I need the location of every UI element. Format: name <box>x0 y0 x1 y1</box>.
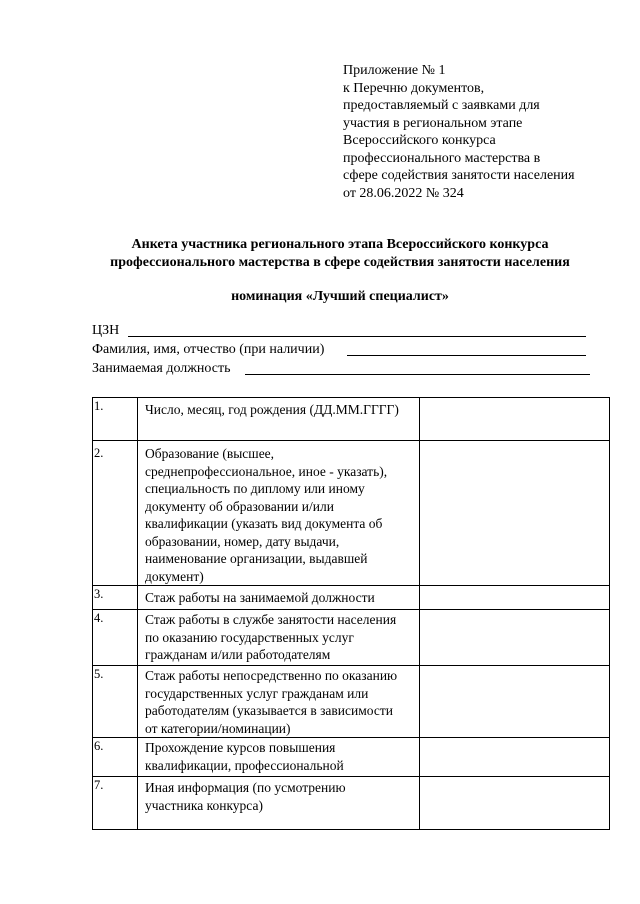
row-number-cell <box>93 441 138 586</box>
question-line: наименование организации, выдавшей <box>145 551 368 566</box>
question-line: квалификации, профессиональной <box>145 757 344 773</box>
row-number: 6. <box>94 739 104 753</box>
row-number-cell <box>93 398 138 441</box>
fio-underline <box>347 355 586 356</box>
question-line: Образование (высшее, <box>145 446 275 461</box>
position-field[interactable] <box>92 360 590 378</box>
row-number: 4. <box>94 611 104 625</box>
question-line: Число, месяц, год рождения (ДД.ММ.ГГГГ) <box>145 402 399 417</box>
document-title <box>60 236 620 272</box>
answer-cell[interactable] <box>420 441 610 586</box>
question-line: государственных услуг гражданам или <box>145 685 369 701</box>
position-label: Занимаемая должность <box>92 361 231 376</box>
answer-cell[interactable] <box>420 586 610 610</box>
question-line: Стаж работы на занимаемой должности <box>145 590 375 605</box>
question-line: Иная информация (по усмотрению <box>145 780 346 795</box>
question-line: документ) <box>145 568 204 584</box>
answer-cell[interactable] <box>420 738 610 777</box>
row-number: 5. <box>94 667 104 681</box>
question-line: среднепрофессиональное, иное - указать), <box>145 463 388 479</box>
appendix-line: участия в региональном этапе <box>343 115 523 131</box>
answer-cell[interactable] <box>420 398 610 441</box>
table-row <box>93 586 610 610</box>
question-line: Прохождение курсов повышения <box>145 740 336 755</box>
question-cell <box>138 777 420 830</box>
question-cell <box>138 398 420 441</box>
answer-cell[interactable] <box>420 610 610 666</box>
fio-label: Фамилия, имя, отчество (при наличии) <box>92 342 325 357</box>
question-cell <box>138 738 420 777</box>
question-line: Стаж работы в службе занятости населения <box>145 612 397 627</box>
table-row <box>93 777 610 830</box>
appendix-line: сфере содействия занятости населения <box>343 168 575 183</box>
table-row <box>93 441 610 586</box>
question-cell <box>138 610 420 666</box>
question-line: Стаж работы непосредственно по оказанию <box>145 668 398 683</box>
question-line: образовании, номер, дату выдачи, <box>145 533 340 549</box>
questionnaire-table <box>92 397 610 830</box>
appendix-line: к Перечню документов, <box>343 80 485 96</box>
nomination-heading: номинация «Лучший специалист» <box>231 289 449 304</box>
question-line: квалификации (указать вид документа об <box>145 516 383 531</box>
appendix-block <box>343 62 605 202</box>
table-row <box>93 610 610 666</box>
question-line: специальность по диплому или иному <box>145 481 365 496</box>
question-line: документу об образовании и/или <box>145 498 334 514</box>
question-line: участника конкурса) <box>145 797 263 813</box>
answer-cell[interactable] <box>420 777 610 830</box>
row-number: 1. <box>94 399 104 413</box>
table-row <box>93 738 610 777</box>
row-number-cell <box>93 666 138 738</box>
czn-field[interactable] <box>92 322 586 340</box>
title-line: профессионального мастерства в сфере содействия занятости населения <box>110 255 570 270</box>
table-row <box>93 398 610 441</box>
row-number-cell <box>93 586 138 610</box>
position-underline <box>245 374 590 375</box>
appendix-line: от 28.06.2022 № 324 <box>343 185 464 201</box>
table-row <box>93 666 610 738</box>
question-cell <box>138 586 420 610</box>
question-line: по оказанию государственных услуг <box>145 629 354 645</box>
czn-label: ЦЗН <box>92 323 120 338</box>
question-line: гражданам и/или работодателям <box>145 647 331 662</box>
row-number-cell <box>93 777 138 830</box>
title-line: Анкета участника регионального этапа Всероссийского конкурса <box>131 237 549 252</box>
row-number: 2. <box>94 446 104 460</box>
appendix-line: Всероссийского конкурса <box>343 133 496 148</box>
row-number-cell <box>93 610 138 666</box>
appendix-line: предоставляемый с заявками для <box>343 98 540 113</box>
question-line: работодателям (указывается в зависимости <box>145 703 393 718</box>
answer-cell[interactable] <box>420 666 610 738</box>
czn-underline <box>128 336 586 337</box>
question-cell <box>138 441 420 586</box>
fio-field[interactable] <box>92 341 586 359</box>
row-number: 3. <box>94 587 104 601</box>
row-number-cell <box>93 738 138 777</box>
question-line: от категории/номинации) <box>145 720 291 736</box>
appendix-line: Приложение № 1 <box>343 63 446 78</box>
appendix-line: профессионального мастерства в <box>343 150 541 166</box>
question-cell <box>138 666 420 738</box>
row-number: 7. <box>94 778 104 792</box>
